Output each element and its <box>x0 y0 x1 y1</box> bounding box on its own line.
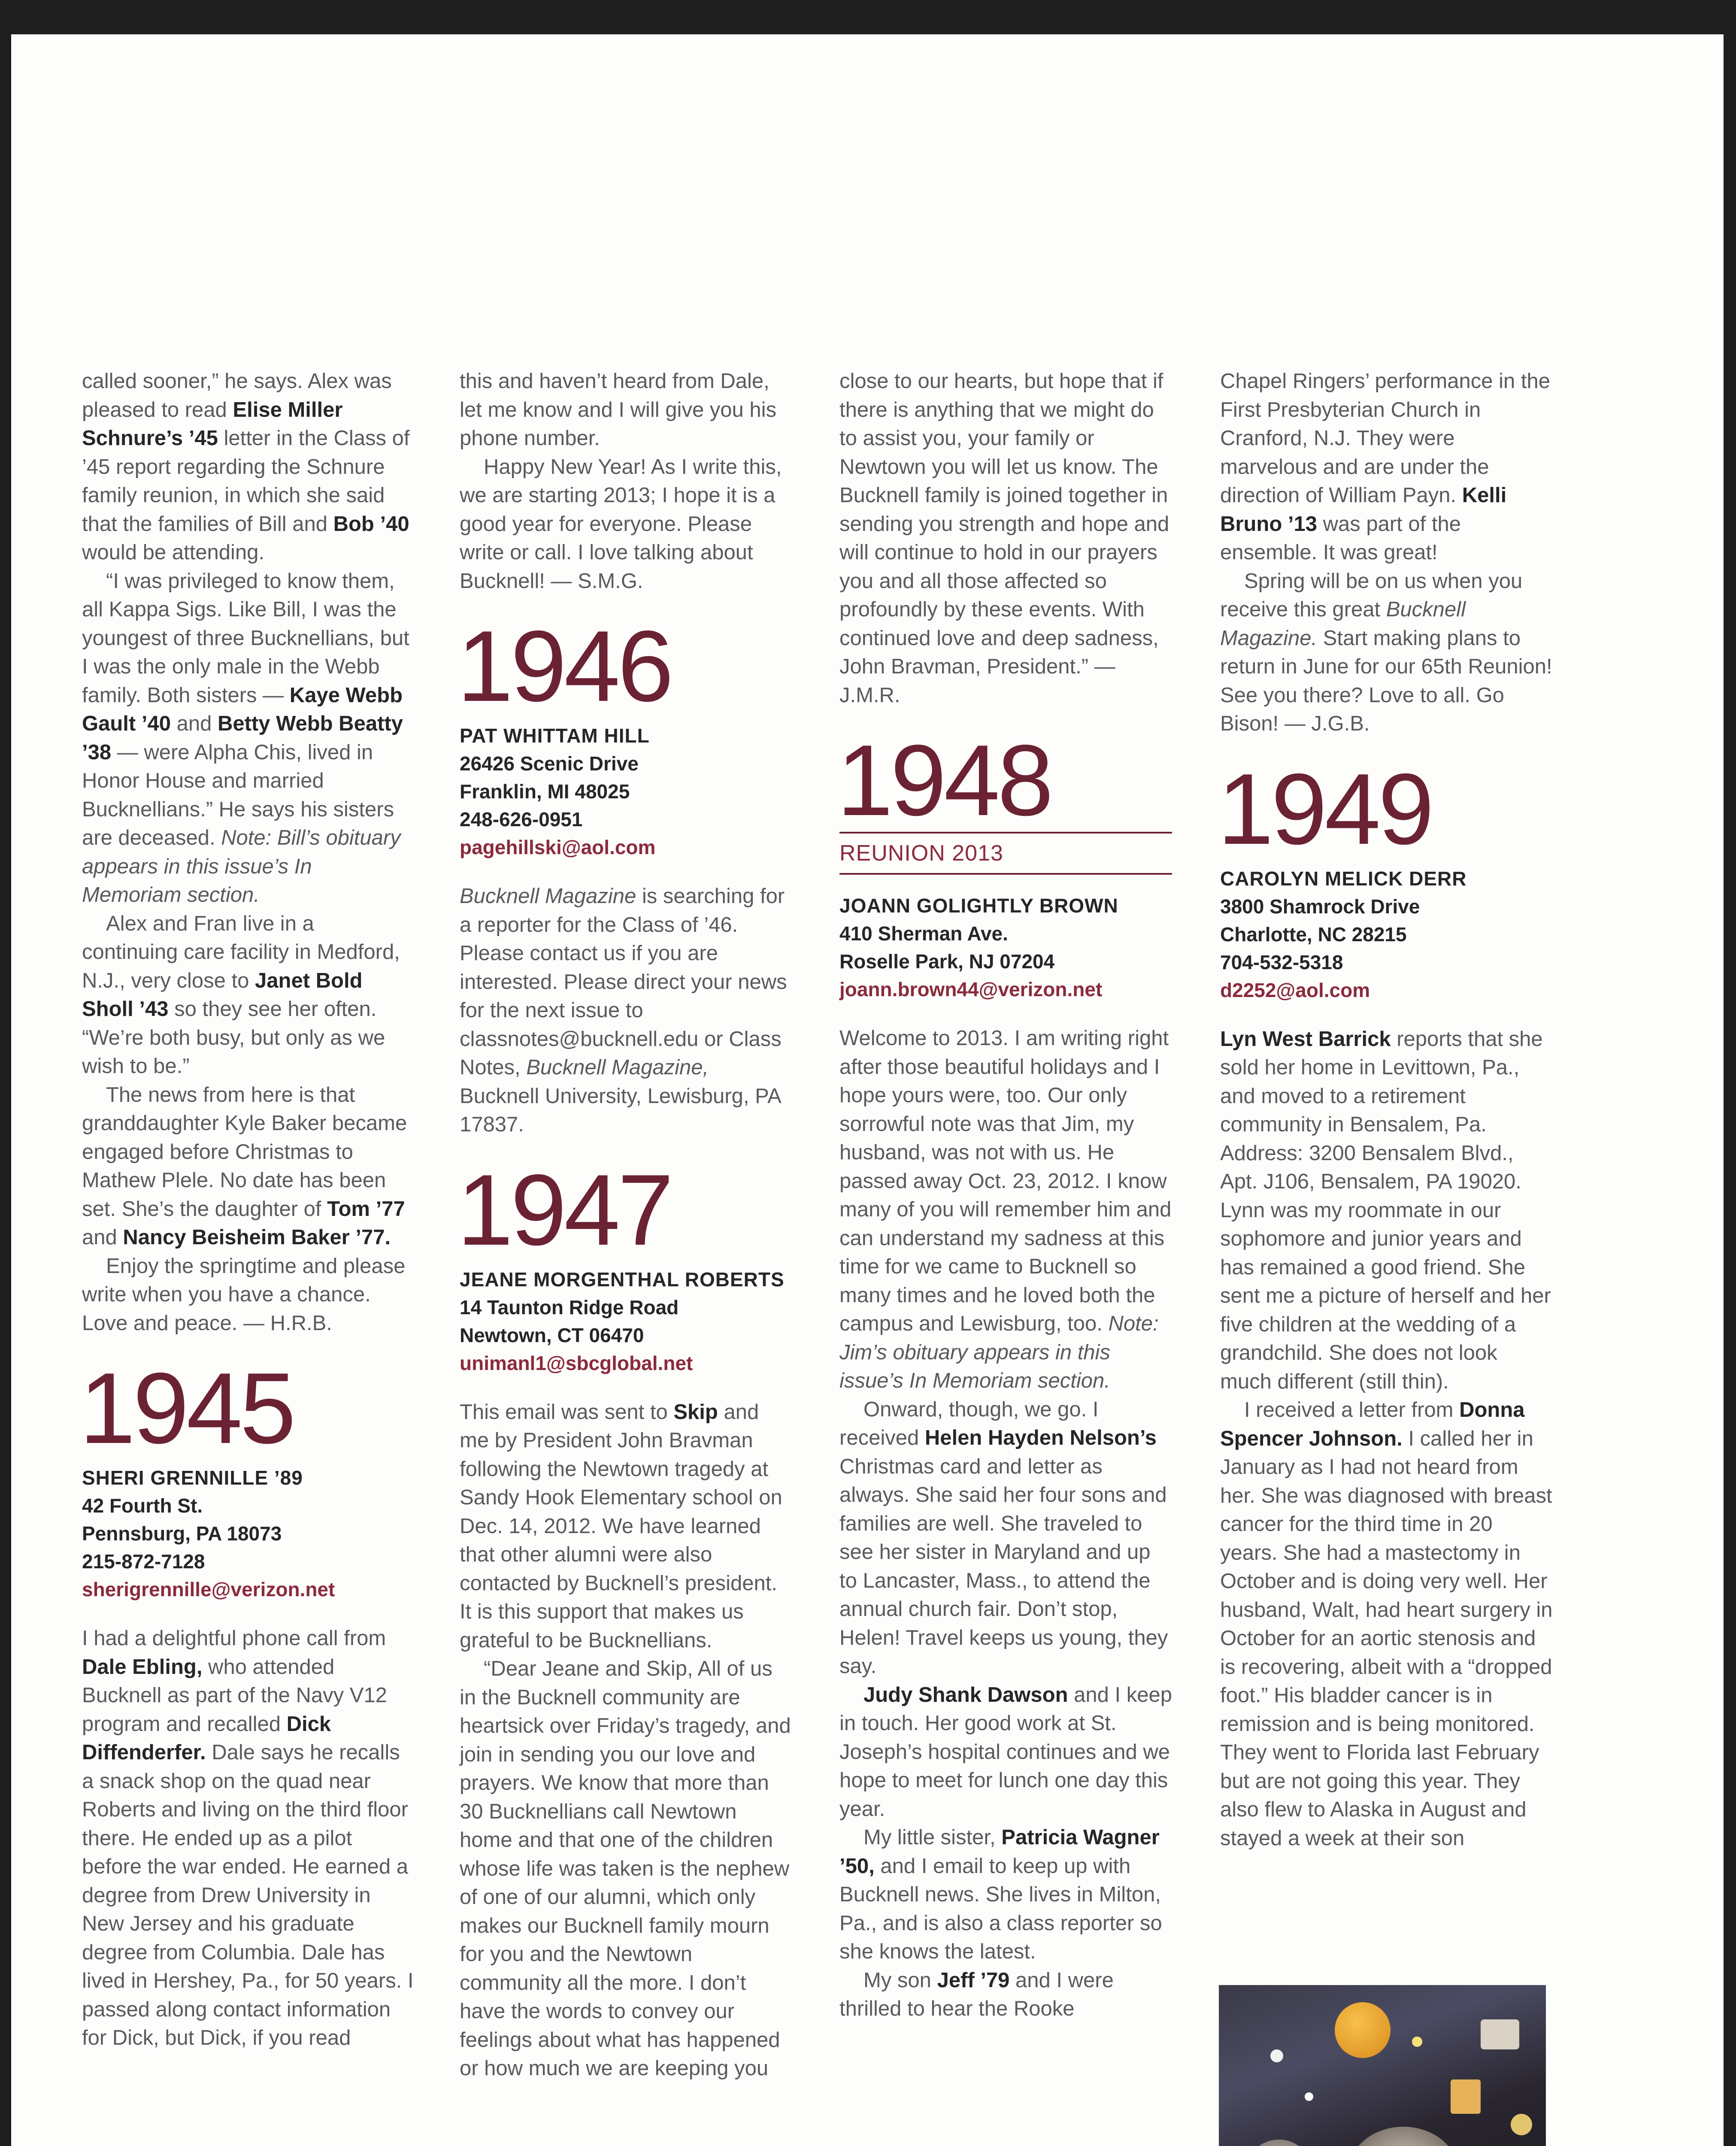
confetti-icon <box>1412 2037 1422 2047</box>
address-line: Charlotte, NC 28215 <box>1220 923 1407 946</box>
reunion-banner: REUNION 2013 <box>839 832 1172 875</box>
class-year-heading: 1946 <box>457 609 671 722</box>
paragraph: “Dear Jeane and Skip, All of us in the Bucknell community are heartsick over Friday’s tragedy, and join in sending you our love and prayers. We know that more than 30 Bucknellians call Newtown home and that one of the children whose life was taken is the nephew of one of our alumni, which only makes our Bucknell family mourn for you and the Newtown community all the more. I don’t have the words to convey our feelings about what has happened or how much we are keeping you <box>460 1657 791 2080</box>
reporter-name: PAT WHITTAM HILL <box>460 724 650 747</box>
class-reporter-contact <box>839 892 1172 1003</box>
reporter-name: JEANE MORGENTHAL ROBERTS <box>460 1268 785 1291</box>
phone: 215-872-7128 <box>82 1550 205 1573</box>
paragraph: close to our hearts, but hope that if there is anything that we might do to assist you, your family or Newtown you will let us know. The Bucknell family is joined together in sending you strength and hope and will continue to hold in our prayers you and all those affected so profoundly by these events. With continued love and deep sadness, John Bravman, President.” — J.M.R. <box>839 370 1169 707</box>
class-reporter-contact <box>1220 865 1553 1004</box>
confetti-icon <box>1305 2092 1313 2101</box>
balloon-icon <box>1335 2002 1391 2058</box>
reporter-name: SHERI GRENNILLE ’89 <box>82 1467 303 1489</box>
class-reporter-contact <box>460 722 792 861</box>
address-line: Roselle Park, NJ 07204 <box>839 950 1055 973</box>
paragraph: I had a delightful phone call from Dale Ebling, who attended Bucknell as part of the Navy V12 program and recalled Dick Diffenderfer. Dale says he recalls a snack shop on the quad near Roberts and living on the third floor there. He ended up as a pilot before the war ended. He earned a degree from Drew University in New Jersey and his graduate degree from Columbia. Dale has lived in Hershey, Pa., for 50 years. I passed along contact information for Dick, but Dick, if you read <box>82 1627 414 2049</box>
address-line: 14 Taunton Ridge Road <box>460 1296 679 1319</box>
class-reporter-contact <box>82 1464 415 1603</box>
class-reporter-contact <box>460 1266 792 1377</box>
email-link[interactable]: d2252@aol.com <box>1220 979 1370 1001</box>
paragraph: Happy New Year! As I write this, we are starting 2013; I hope it is a good year for everyone. Please write or call. I love talking about Bucknell! — S.M.G. <box>460 455 782 593</box>
column-3 <box>839 367 1172 2023</box>
paragraph: I received a letter from Donna Spencer Johnson. I called her in January as I had not heard from her. She was diagnosed with breast cancer for the third time in 20 years. She had a mastectomy in October and is doing very well. Her husband, Walt, had heart surgery in October for an aortic stenosis and is recovering, albeit with a “dropped foot.” His bladder cancer is in remission and is being monitored. They went to Florida last February but are not going this year. They also flew to Alaska in August and stayed a week at their son <box>1220 1398 1553 1850</box>
email-link[interactable]: unimanl1@sbcglobal.net <box>460 1352 693 1374</box>
paragraph: called sooner,” he says. Alex was pleased to read Elise Miller Schnure’s ’45 letter in the Class of ’45 report regarding the Schnure family reunion, in which she said that the families of Bill and Bob ’40 would be attending. <box>82 370 410 564</box>
crowd-shape <box>1348 2127 1459 2146</box>
paragraph: Spring will be on us when you receive this great Bucknell Magazine. Start making plans to return in June for our 65th Reunion! See you there? Love to all. Go Bison! — J.G.B. <box>1220 569 1552 735</box>
paragraph: Alex and Fran live in a continuing care facility in Medford, N.J., very close to Janet Bold Sholl ’43 so they see her often. “We’re both busy, but only as we wish to be.” <box>82 912 400 1078</box>
balloon-icon <box>1511 2114 1532 2135</box>
phone: 704-532-5318 <box>1220 951 1343 973</box>
sign-shape <box>1481 2019 1519 2049</box>
address-line: Franklin, MI 48025 <box>460 780 630 803</box>
paragraph: This email was sent to Skip and me by President John Bravman following the Newtown tragedy at Sandy Hook Elementary school on Dec. 14, 2012. We have learned that other alumni were also contacted by Bucknell’s president. It is this support that makes us grateful to be Bucknellians. <box>460 1400 782 1652</box>
class-year-heading: 1945 <box>79 1352 294 1464</box>
class-year-heading: 1949 <box>1218 752 1432 865</box>
paragraph: Enjoy the springtime and please write when you have a chance. Love and peace. — H.R.B. <box>82 1254 406 1335</box>
paragraph: My son Jeff ’79 and I were thrilled to hear the Rooke <box>839 1968 1114 2020</box>
column-2 <box>457 367 792 2083</box>
confetti-icon <box>1270 2049 1283 2062</box>
address-line: 26426 Scenic Drive <box>460 752 639 775</box>
paragraph: this and haven’t heard from Dale, let me know and I will give you his phone number. <box>460 370 777 450</box>
paragraph: Chapel Ringers’ performance in the First Presbyterian Church in Cranford, N.J. They were marvelous and are under the direction of William Payn. Kelli Bruno ’13 was part of the ensemble. It was great! <box>1220 370 1550 564</box>
celebration-photo <box>1219 1985 1546 2146</box>
email-link[interactable]: pagehillski@aol.com <box>460 836 656 858</box>
paragraph: Lyn West Barrick reports that she sold her home in Levittown, Pa., and moved to a retirement community in Bensalem, Pa. Address: 3200 Bensalem Blvd., Apt. J106, Bensalem, PA 19020. Lynn was my roommate in our sophomore and junior years and has remained a good friend. She sent me a picture of herself and her five children at the wedding of a grandchild. She does not look much different (still thin). <box>1220 1027 1551 1393</box>
phone: 248-626-0951 <box>460 808 583 831</box>
address-line: 3800 Shamrock Drive <box>1220 895 1420 918</box>
email-link[interactable]: sherigrennille@verizon.net <box>82 1578 335 1600</box>
address-line: Pennsburg, PA 18073 <box>82 1522 282 1545</box>
sign-shape <box>1451 2079 1481 2114</box>
email-link[interactable]: joann.brown44@verizon.net <box>839 978 1103 1000</box>
paragraph: “I was privileged to know them, all Kappa Sigs. Like Bill, I was the youngest of three Bucknellians, but I was the only male in the Webb family. Both sisters — Kaye Webb Gault ’40 and Betty Webb Beatty ’38 — were Alpha Chis, lived in Honor House and married Bucknellians.” He says his sisters are deceased. Note: Bill’s obituary appears in this issue’s In Memoriam section. <box>82 569 409 906</box>
reporter-name: CAROLYN MELICK DERR <box>1220 867 1467 890</box>
paragraph: Onward, though, we go. I received Helen Hayden Nelson’s Christmas card and letter as always. She said her four sons and families are well. She traveled to see her sister in Maryland and up to Lancaster, Mass., to attend the annual church fair. Don’t stop, Helen! Travel keeps us young, they say. <box>839 1397 1168 1678</box>
paragraph: The news from here is that granddaughter Kyle Baker became engaged before Christmas to Mathew Plele. No date has been set. She’s the daughter of Tom ’77 and Nancy Beisheim Baker ’77. <box>82 1083 407 1249</box>
paragraph: My little sister, Patricia Wagner ’50, and I email to keep up with Bucknell news. She lives in Milton, Pa., and is also a class reporter so she knows the latest. <box>839 1826 1162 1963</box>
magazine-page <box>11 34 1724 2146</box>
column-1 <box>79 367 415 2052</box>
class-year-heading: 1948 <box>837 724 1051 837</box>
crowd-shape <box>1245 2140 1313 2146</box>
address-line: 42 Fourth St. <box>82 1494 203 1517</box>
class-year-heading: 1947 <box>457 1153 671 1266</box>
paragraph: Bucknell Magazine is searching for a reporter for the Class of ’46. Please contact us if you are interested. Please direct your news for the next issue to classnotes@bucknell.edu or Class Notes, Bucknell Magazine, Bucknell University, Lewisburg, PA 17837. <box>460 885 787 1136</box>
paragraph: Judy Shank Dawson and I keep in touch. Her good work at St. Joseph’s hospital continues and we hope to meet for lunch one day this year. <box>839 1683 1172 1821</box>
address-line: Newtown, CT 06470 <box>460 1324 644 1346</box>
reporter-name: JOANN GOLIGHTLY BROWN <box>839 894 1118 917</box>
column-4 <box>1220 367 1553 1852</box>
address-line: 410 Sherman Ave. <box>839 922 1008 945</box>
paragraph: Welcome to 2013. I am writing right after those beautiful holidays and I hope yours were, too. Our only sorrowful note was that Jim, my husband, was not with us. He passed away Oct. 23, 2012. I know many of you will remember him and can understand my sadness at this time for we came to Bucknell so many times and he loved both the campus and Lewisburg, too. Note: Jim’s obituary appears in this issue’s In Memoriam section. <box>839 1027 1172 1392</box>
